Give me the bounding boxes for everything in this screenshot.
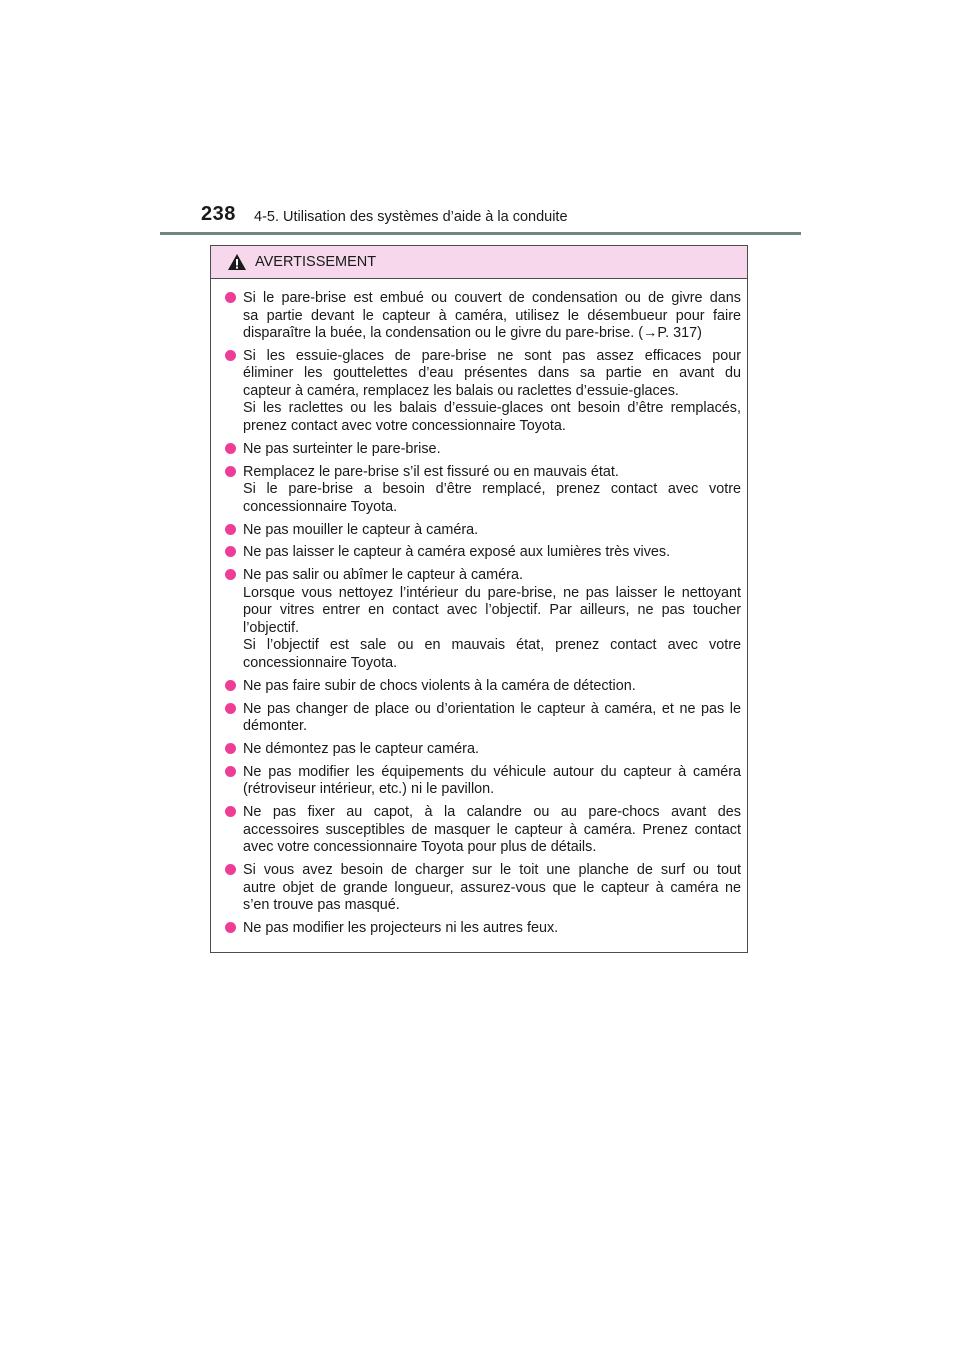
bullet-icon (225, 743, 236, 754)
warning-item-line: démonter. (243, 718, 307, 735)
warning-item-line: avec votre concessionnaire Toyota pour plus de détails. (243, 839, 597, 856)
warning-item (225, 441, 741, 459)
warning-item (225, 764, 741, 799)
bullet-icon (225, 703, 236, 714)
warning-item-line: s’en trouve pas masqué. (243, 897, 400, 914)
page-number: 238 (201, 203, 236, 225)
warning-item-line: l’objectif. (243, 619, 299, 636)
warning-box (210, 245, 748, 953)
warning-item-line: prenez contact avec votre concessionnaire Toyota. (243, 417, 566, 434)
warning-item (225, 290, 741, 343)
warning-item-line: Remplacez le pare-brise s’il est fissuré ou en mauvais état. (243, 463, 619, 480)
warning-item-line: Ne pas changer de place ou d’orientation le capteur à caméra, et ne pas le (243, 700, 741, 717)
warning-item (225, 862, 741, 915)
bullet-icon (225, 443, 236, 454)
warning-item-line: capteur à caméra, remplacez les balais ou raclettes d’essuie-glaces. (243, 382, 679, 399)
bullet-icon (225, 546, 236, 557)
warning-item (225, 741, 741, 759)
bullet-icon (225, 292, 236, 303)
warning-item-line: (rétroviseur intérieur, etc.) ni le pavillon. (243, 781, 495, 798)
warning-item-line: Ne pas mouiller le capteur à caméra. (243, 521, 479, 538)
warning-item-line: concessionnaire Toyota. (243, 498, 398, 515)
warning-item-line: Lorsque vous nettoyez l’intérieur du pare-brise, ne pas laisser le nettoyant (243, 584, 741, 601)
warning-item (225, 920, 741, 938)
bullet-icon (225, 864, 236, 875)
warning-item (225, 464, 741, 517)
warning-item-line: Si le pare-brise est embué ou couvert de condensation ou de givre dans (243, 290, 741, 306)
bullet-icon (225, 569, 236, 580)
warning-item-line: Si le pare-brise a besoin d’être remplacé, prenez contact avec votre (243, 481, 741, 498)
warning-item-line: Ne pas modifier les projecteurs ni les autres feux. (243, 920, 559, 937)
warning-item (225, 804, 741, 857)
bullet-icon (225, 524, 236, 535)
header-rule (160, 232, 801, 235)
warning-item (225, 544, 741, 562)
warning-item-line: Ne démontez pas le capteur caméra. (243, 741, 479, 758)
warning-item (225, 567, 741, 672)
bullet-icon (225, 806, 236, 817)
warning-item-line: Ne pas laisser le capteur à caméra exposé aux lumières très vives. (243, 544, 671, 561)
warning-item (225, 678, 741, 696)
warning-item-line: sa partie devant le capteur à caméra, utilisez le désembueur pour faire (243, 307, 741, 324)
warning-triangle-icon (227, 253, 247, 271)
warning-item-line: autre objet de grande longueur, assurez-vous que le capteur à caméra ne (243, 879, 741, 896)
warning-item-line: éliminer les gouttelettes d’eau présentes dans sa partie en avant du (243, 365, 741, 382)
warning-list (211, 279, 747, 938)
bullet-icon (225, 466, 236, 477)
warning-item-line: concessionnaire Toyota. (243, 654, 398, 671)
warning-item-line: Si les raclettes ou les balais d’essuie-glaces ont besoin d’être remplacés, (243, 400, 741, 417)
warning-item (225, 701, 741, 736)
warning-item-line: Si l’objectif est sale ou en mauvais état, prenez contact avec votre (243, 637, 741, 654)
warning-item (225, 348, 741, 436)
section-title: 4-5. Utilisation des systèmes d’aide à la conduite (254, 209, 568, 225)
warning-item-line: Ne pas surteinter le pare-brise. (243, 440, 441, 457)
bullet-icon (225, 766, 236, 777)
bullet-icon (225, 680, 236, 691)
warning-item (225, 522, 741, 540)
warning-item-line: disparaître la buée, la condensation ou le givre du pare-brise. (→P. 317) (243, 325, 702, 341)
warning-header (211, 246, 747, 279)
bullet-icon (225, 350, 236, 361)
warning-item-line: pour vitres entrer en contact avec l’objectif. Par ailleurs, ne pas toucher (243, 602, 741, 619)
warning-item-line: accessoires susceptibles de masquer le capteur à caméra. Prenez contact (243, 821, 741, 838)
warning-item-line: Si les essuie-glaces de pare-brise ne sont pas assez efficaces pour (243, 347, 741, 364)
warning-item-line: Ne pas faire subir de chocs violents à la caméra de détection. (243, 677, 636, 694)
warning-title: AVERTISSEMENT (255, 254, 377, 270)
warning-item-line: Ne pas salir ou abîmer le capteur à caméra. (243, 567, 523, 584)
warning-item-line: Si vous avez besoin de charger sur le toit une planche de surf ou tout (243, 862, 741, 879)
bullet-icon (225, 922, 236, 933)
warning-item-line: Ne pas modifier les équipements du véhicule autour du capteur à caméra (243, 763, 741, 780)
warning-item-line: Ne pas fixer au capot, à la calandre ou au pare-chocs avant des (243, 804, 741, 821)
